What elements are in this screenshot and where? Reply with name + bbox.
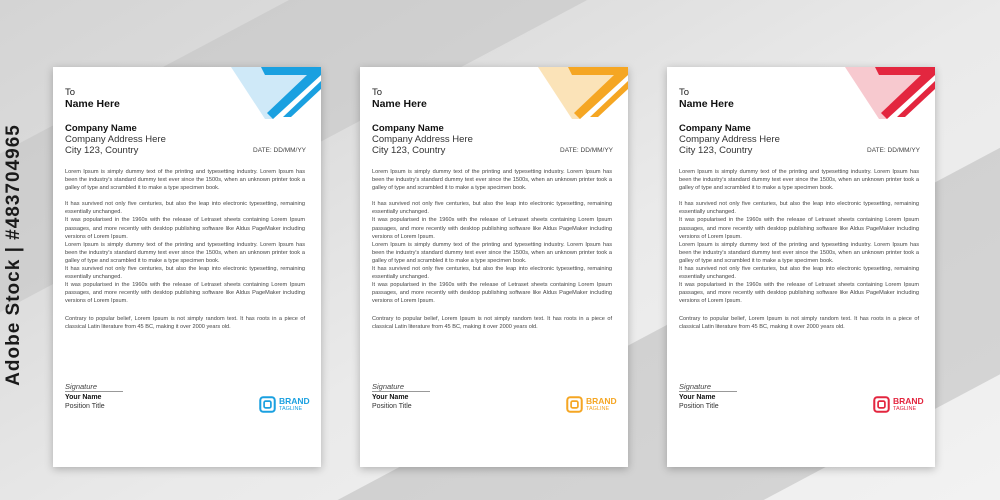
body-paragraph: Lorem Ipsum is simply dummy text of the printing and typesetting industry. Lorem Ipsum has been the industry's standard dummy text ever since the 1500s, when an unknown printer took a galley of type and scrambled it to make a type specimen book. <box>372 169 612 192</box>
company-address: Company Address Here <box>372 134 473 145</box>
to-label: To <box>372 87 383 98</box>
brand-name: BRAND <box>586 395 617 406</box>
letter-body <box>372 168 612 331</box>
signer-name: Your Name <box>65 394 102 401</box>
to-label: To <box>679 87 690 98</box>
letterhead-sheet-red <box>667 67 935 467</box>
corner-chevron-graphic <box>508 67 628 137</box>
corner-chevron-graphic <box>201 67 321 137</box>
brand-tagline: TAGLINE <box>279 405 303 412</box>
date-field: DATE: DD/MM/YY <box>560 147 613 154</box>
body-paragraph: It has survived not only five centuries, but also the leap into electronic typesetting, remaining essentially unchanged. <box>372 201 612 216</box>
recipient-name: Name Here <box>65 98 120 110</box>
body-paragraph: It was popularised in the 1960s with the release of Letraset sheets containing Lorem Ipsum passages, and more recently with desktop publishing software like Aldus PageMaker including versions of Lorem Ipsum. <box>679 217 919 240</box>
body-paragraph: It has survived not only five centuries, but also the leap into electronic typesetting, remaining essentially unchanged. <box>679 201 919 216</box>
body-paragraph: It has survived not only five centuries, but also the leap into electronic typesetting, remaining essentially unchanged. <box>65 201 305 216</box>
brand-name: BRAND <box>279 395 310 406</box>
signer-position: Position Title <box>65 403 105 410</box>
signature-line <box>65 391 123 392</box>
body-paragraph: Contrary to popular belief, Lorem Ipsum is not simply random text. It has roots in a piece of classical Latin literature from 45 BC, making it over 2000 years old. <box>65 315 305 330</box>
letter-body <box>679 168 919 331</box>
signature-line <box>372 391 430 392</box>
body-paragraph: It was popularised in the 1960s with the release of Letraset sheets containing Lorem Ipsum passages, and more recently with desktop publishing software like Aldus PageMaker including versions of Lorem Ipsum. <box>679 282 919 305</box>
brand-name: BRAND <box>893 395 924 406</box>
signer-name: Your Name <box>372 394 409 401</box>
recipient-name: Name Here <box>679 98 734 110</box>
letter-body <box>65 168 305 331</box>
stock-id-watermark: Adobe Stock | #483704965 <box>3 124 24 386</box>
signature-label: Signature <box>65 382 98 391</box>
signature-line <box>679 391 737 392</box>
brand-logo <box>259 396 310 413</box>
body-paragraph: Lorem Ipsum is simply dummy text of the printing and typesetting industry. Lorem Ipsum has been the industry's standard dummy text ever since the 1500s, when an unknown printer took a galley of type and scrambled it to make a type specimen book. <box>679 169 919 192</box>
company-name: Company Name <box>679 123 751 134</box>
company-city: City 123, Country <box>65 145 139 156</box>
brand-mark-icon <box>259 396 276 413</box>
recipient-name: Name Here <box>372 98 427 110</box>
to-label: To <box>65 87 76 98</box>
body-paragraph: It has survived not only five centuries, but also the leap into electronic typesetting, remaining essentially unchanged. <box>679 266 919 281</box>
signer-position: Position Title <box>679 403 719 410</box>
brand-mark-icon <box>873 396 890 413</box>
company-name: Company Name <box>65 123 137 134</box>
brand-mark-icon <box>566 396 583 413</box>
body-paragraph: It has survived not only five centuries, but also the leap into electronic typesetting, remaining essentially unchanged. <box>372 266 612 281</box>
letterhead-sheet-blue <box>53 67 321 467</box>
body-paragraph: It was popularised in the 1960s with the release of Letraset sheets containing Lorem Ipsum passages, and more recently with desktop publishing software like Aldus PageMaker including versions of Lorem Ipsum. <box>372 282 612 305</box>
company-address: Company Address Here <box>65 134 166 145</box>
date-field: DATE: DD/MM/YY <box>867 147 920 154</box>
brand-logo <box>873 396 924 413</box>
signer-name: Your Name <box>679 394 716 401</box>
body-paragraph: Lorem Ipsum is simply dummy text of the printing and typesetting industry. Lorem Ipsum has been the industry's standard dummy text ever since the 1500s, when an unknown printer took a galley of type and scrambled it to make a type specimen book. <box>679 241 919 264</box>
company-city: City 123, Country <box>679 145 753 156</box>
company-address: Company Address Here <box>679 134 780 145</box>
body-paragraph: It was popularised in the 1960s with the release of Letraset sheets containing Lorem Ipsum passages, and more recently with desktop publishing software like Aldus PageMaker including versions of Lorem Ipsum. <box>65 217 305 240</box>
brand-logo <box>566 396 617 413</box>
body-paragraph: It was popularised in the 1960s with the release of Letraset sheets containing Lorem Ipsum passages, and more recently with desktop publishing software like Aldus PageMaker including versions of Lorem Ipsum. <box>65 282 305 305</box>
brand-tagline: TAGLINE <box>586 405 610 412</box>
body-paragraph: Lorem Ipsum is simply dummy text of the printing and typesetting industry. Lorem Ipsum has been the industry's standard dummy text ever since the 1500s, when an unknown printer took a galley of type and scrambled it to make a type specimen book. <box>65 169 305 192</box>
company-name: Company Name <box>372 123 444 134</box>
date-field: DATE: DD/MM/YY <box>253 147 306 154</box>
body-paragraph: Lorem Ipsum is simply dummy text of the printing and typesetting industry. Lorem Ipsum has been the industry's standard dummy text ever since the 1500s, when an unknown printer took a galley of type and scrambled it to make a type specimen book. <box>372 241 612 264</box>
body-paragraph: Contrary to popular belief, Lorem Ipsum is not simply random text. It has roots in a piece of classical Latin literature from 45 BC, making it over 2000 years old. <box>372 315 612 330</box>
company-city: City 123, Country <box>372 145 446 156</box>
body-paragraph: It was popularised in the 1960s with the release of Letraset sheets containing Lorem Ipsum passages, and more recently with desktop publishing software like Aldus PageMaker including versions of Lorem Ipsum. <box>372 217 612 240</box>
body-paragraph: Contrary to popular belief, Lorem Ipsum is not simply random text. It has roots in a piece of classical Latin literature from 45 BC, making it over 2000 years old. <box>679 315 919 330</box>
brand-tagline: TAGLINE <box>893 405 917 412</box>
signature-label: Signature <box>372 382 405 391</box>
letterhead-sheet-orange <box>360 67 628 467</box>
signer-position: Position Title <box>372 403 412 410</box>
body-paragraph: It has survived not only five centuries, but also the leap into electronic typesetting, remaining essentially unchanged. <box>65 266 305 281</box>
body-paragraph: Lorem Ipsum is simply dummy text of the printing and typesetting industry. Lorem Ipsum has been the industry's standard dummy text ever since the 1500s, when an unknown printer took a galley of type and scrambled it to make a type specimen book. <box>65 241 305 264</box>
corner-chevron-graphic <box>815 67 935 137</box>
signature-label: Signature <box>679 382 712 391</box>
